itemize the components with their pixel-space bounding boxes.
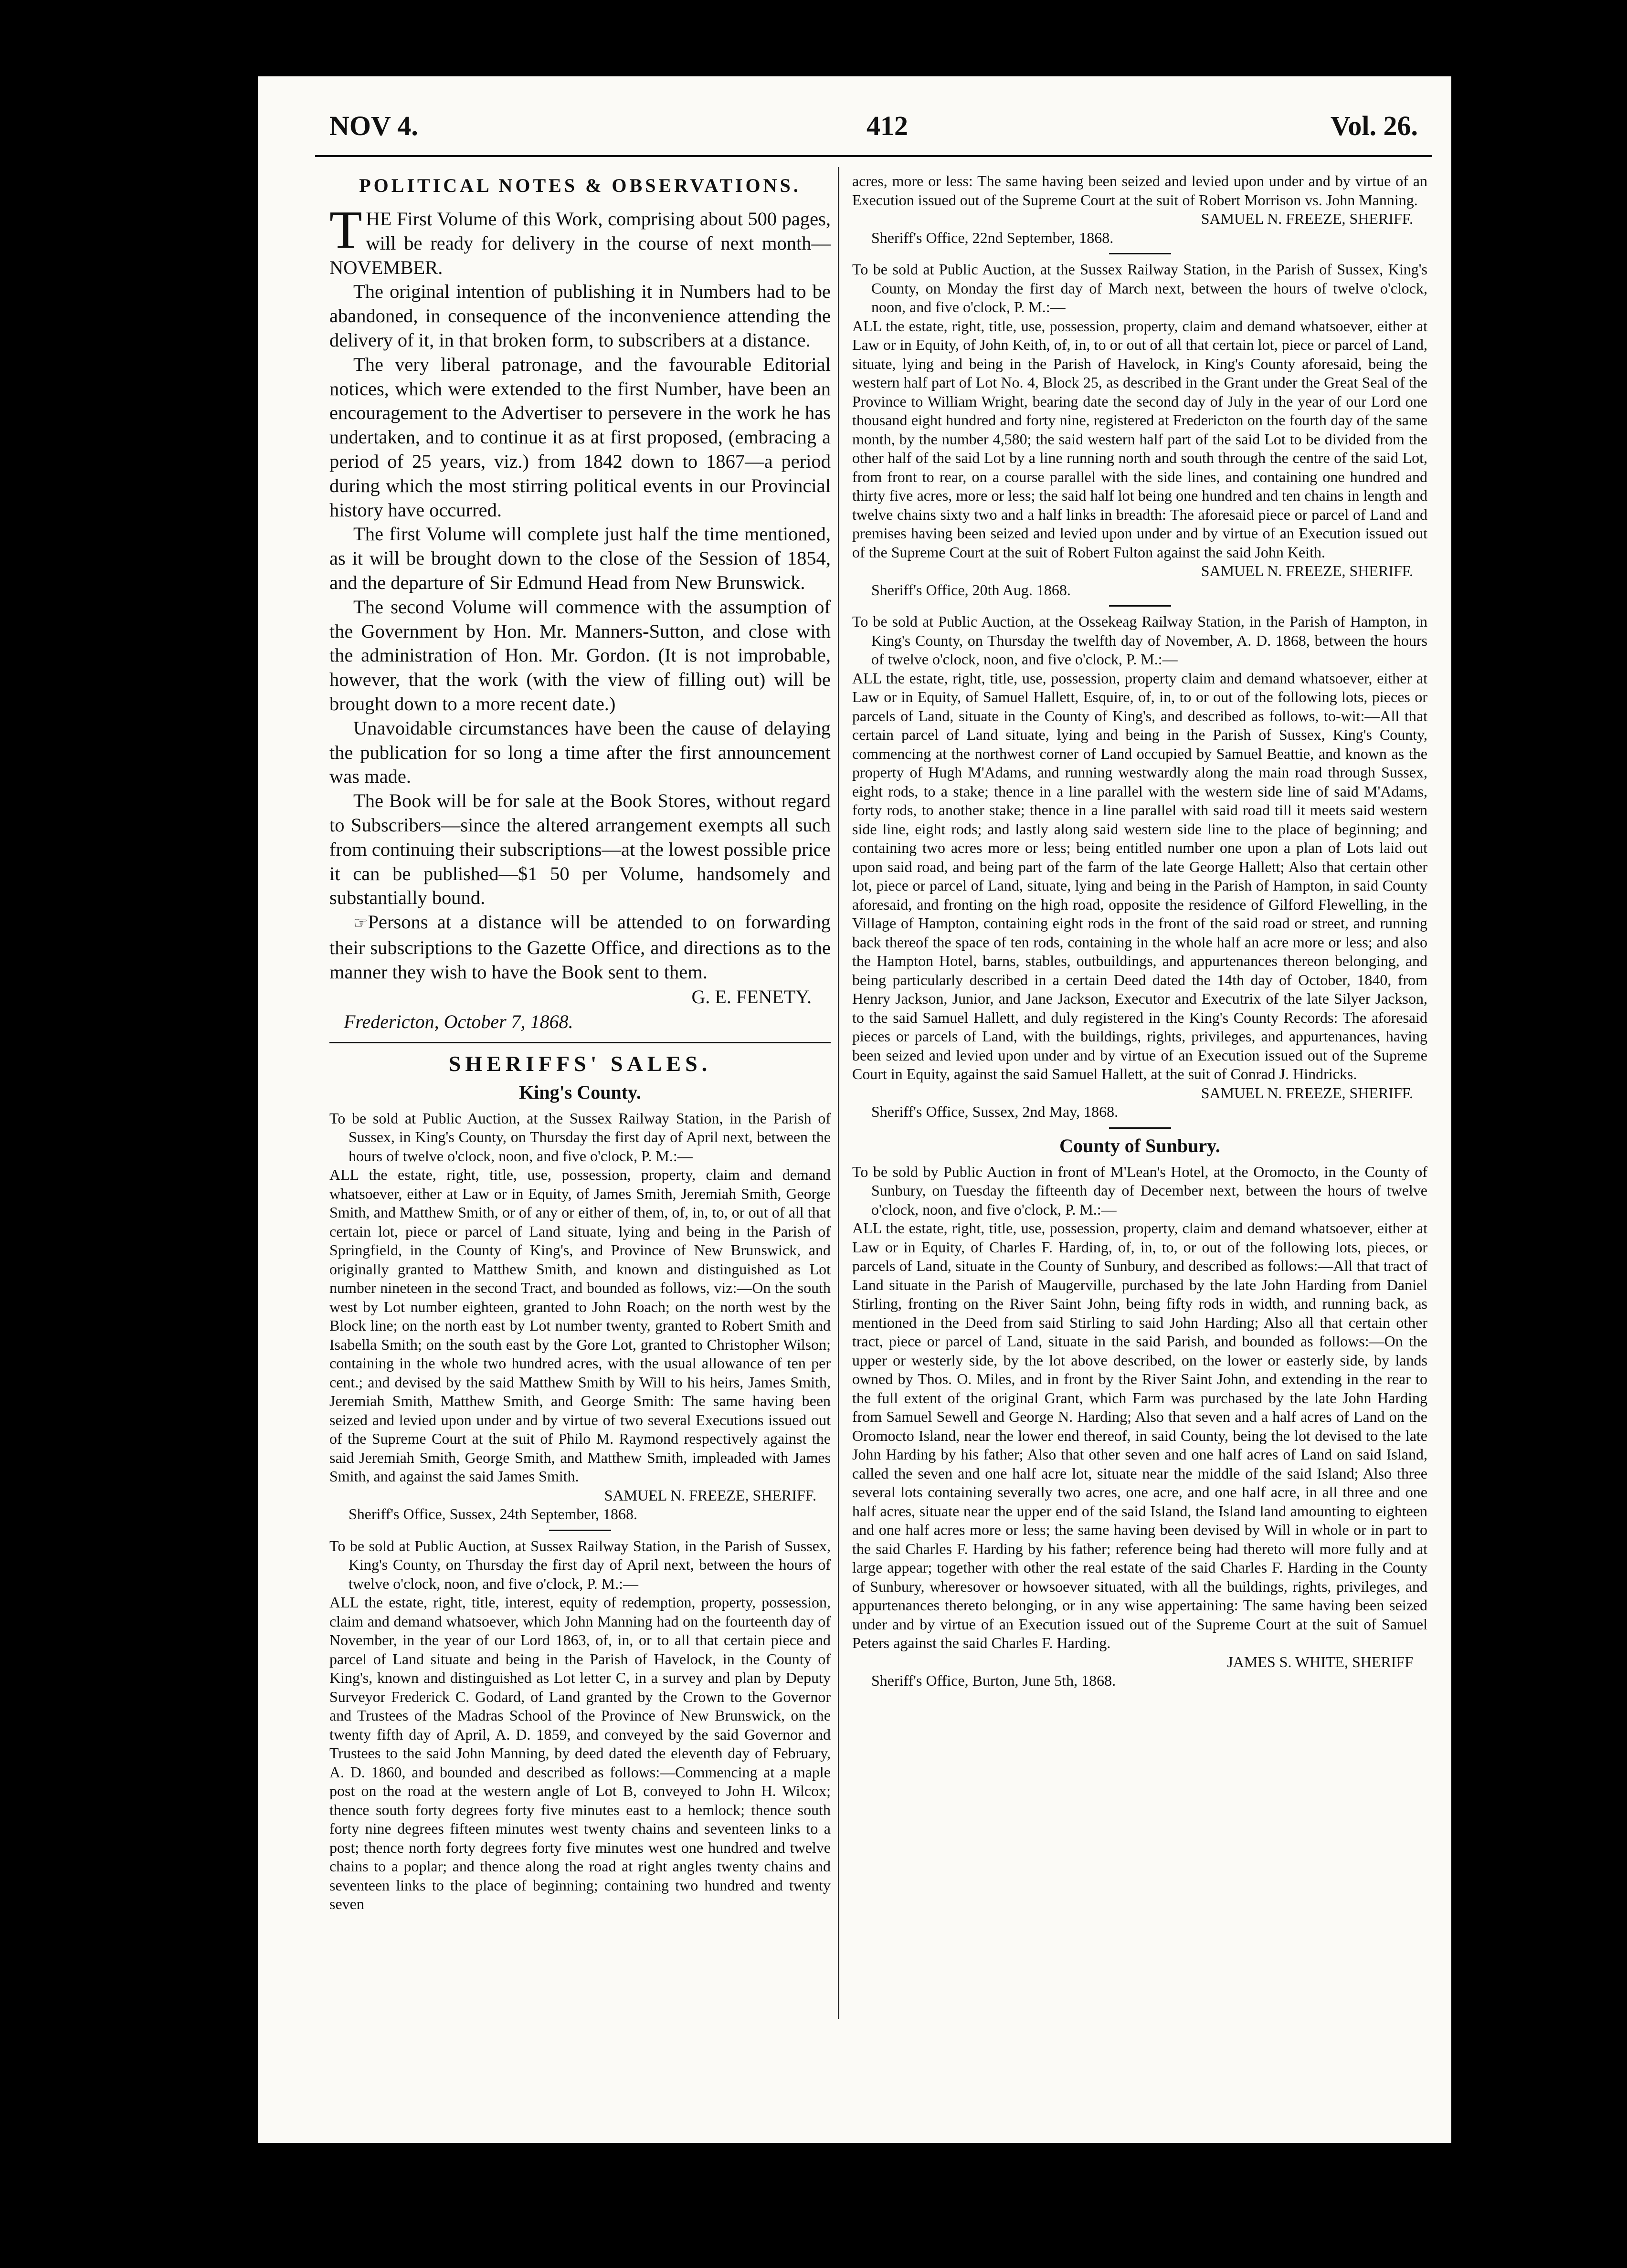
political-paragraph: The Book will be for sale at the Book Stores, without regard to Subscribers—since the altered arrangement exempts all such from continuing their subscriptions—at the lowest possible price it can be published—$1 50 per Volume, handsomely and substantially bound.	[329, 790, 831, 909]
sheriff-signature: SAMUEL N. FREEZE, SHERIFF.	[1201, 562, 1413, 579]
sheriffs-sales-title: SHERIFFS' SALES.	[448, 1051, 712, 1076]
section-rule	[329, 1042, 831, 1043]
sheriff-office-date: Sheriff's Office, 20th Aug. 1868.	[871, 581, 1071, 598]
notice-separator	[1109, 253, 1171, 254]
political-paragraph: ☞Persons at a distance will be attended to on forwarding their subscriptions to the Gazette Office, and directions as to the manner they wish to have the Book sent to them.	[329, 911, 831, 983]
sale-notice-continuation: acres, more or less: The same having been seized and levied upon under and by virtue of an Execution issued out of the Supreme Court at the suit of Robert Morrison vs. John Manning.	[852, 172, 1427, 209]
sheriff-office-date: Sheriff's Office, Sussex, 24th September, 1868.	[349, 1505, 637, 1522]
sale-notice-body: ALL the estate, right, title, use, possession, property, claim and demand whatsoever, either at Law or in Equity, of John Keith, of, in, to or out of all that certain lot, piece or parcel of Land, situate, lying and being in the Parish of Havelock, in King's County aforesaid, being the western half part of Lot No. 4, Block 25, as described in the Grant under the Great Seal of the Province to William Wright, bearing date the second day of July in the year of our Lord one thousand eight hundred and forty nine, registered at Fredericton on the fourth day of the same month, by the number 4,580; the said western half part of the said Lot to be divided from the other half of the said Lot by a line running north and south through the centre of the said Lot, from front to rear, on a course parallel with the side lines, and containing one hundred and thirty five acres, more or less; the said half lot being one hundred and ten chains in length and twelve chains sixty two and a half links in breadth: The aforesaid piece or parcel of Land and premises having been seized and levied upon under and by virtue of an Execution issued out of the Supreme Court at the suit of Robert Fulton against the said John Keith.	[852, 317, 1427, 561]
sale-notice-body: ALL the estate, right, title, interest, equity of redemption, property, possession, claim and demand whatsoever, which John Manning had on the fourteenth day of November, in the year of our Lord 1863, of, in, or to all that certain piece and parcel of Land situate and being in the Parish of Havelock, in the County of King's, known and distinguished as Lot letter C, in a survey and plan by Deputy Surveyor Frederick C. Godard, of Land granted by the Crown to the Governor and Trustees of the Madras School of the Province of New Brunswick, on the twenty fifth day of April, A. D. 1859, and conveyed by the said Governor and Trustees to the said John Manning, by deed dated the eleventh day of February, A. D. 1860, and bounded and described as follows:—Commencing at a maple post on the road at the western angle of Lot B, conveyed to John H. Wilcox; thence south forty degrees forty five minutes east to a hemlock; thence south forty nine degrees fifteen minutes west twenty chains and seventeen links to a post; thence north forty degrees forty five minutes west one hundred and twelve chains to a poplar; and thence along the road at right angles twenty chains and seventeen links to the place of beginning; containing two hundred and twenty seven	[329, 1594, 831, 1912]
right-column	[852, 172, 1427, 2024]
volume-number: Vol. 26.	[1330, 110, 1418, 141]
sheriff-signature: JAMES S. WHITE, SHERIFF	[1227, 1653, 1413, 1670]
sale-notice-lead: To be sold at Public Auction, at the Ossekeag Railway Station, in the Parish of Hampton, in King's County, on Thursday the twelfth day of November, A. D. 1868, between the hours of twelve o'clock, noon, and five o'clock, P. M.:—	[852, 613, 1427, 668]
sheriff-office-date: Sheriff's Office, 22nd September, 1868.	[871, 229, 1114, 246]
sheriff-signature: SAMUEL N. FREEZE, SHERIFF.	[1201, 210, 1413, 227]
notice-separator	[1109, 1127, 1171, 1129]
sale-notice-body: ALL the estate, right, title, use, possession, property, claim and demand whatsoever, either at Law or in Equity, of James Smith, Jeremiah Smith, George Smith, and Matthew Smith, or of any or either of them, of, in, to, or out of all that certain lot, piece or parcel of Land situate, lying and being in the Parish of Springfield, in the County of King's, and Province of New Brunswick, and originally granted to Matthew Smith, and known and distinguished as Lot number nineteen in the second Tract, and bounded as follows, viz:—On the south west by Lot number eighteen, granted to John Roach; on the north west by the Block line; on the north east by Lot number twenty, granted to Robert Smith and Isabella Smith; on the south east by the Gore Lot, granted to Christopher Wilson; containing in the whole two hundred acres, with the usual allowance of ten per cent.; and devised by the said Matthew Smith by Will to his heirs, James Smith, Jeremiah Smith, Matthew Smith, and George Smith: The same having been seized and levied upon under and by virtue of two several Executions issued out of the Supreme Court at the suit of Philo M. Raymond respectively against the said Jeremiah Smith, George Smith, and Matthew Smith, impleaded with James Smith, and against the said James Smith.	[329, 1166, 831, 1485]
issue-date: NOV 4.	[329, 110, 418, 141]
sheriff-office-date: Sheriff's Office, Sussex, 2nd May, 1868.	[871, 1103, 1119, 1120]
sheriff-signature: SAMUEL N. FREEZE, SHERIFF.	[604, 1486, 816, 1504]
page-number: 412	[866, 110, 908, 141]
political-paragraph: The first Volume will complete just half the time mentioned, as it will be brought down to the close of the Session of 1854, and the departure of Sir Edmund Head from New Brunswick.	[329, 523, 831, 593]
sale-notice-lead: To be sold at Public Auction, at the Sussex Railway Station, in the Parish of Sussex, in King's County, on Thursday the first day of April next, between the hours of twelve o'clock, noon, and five o'clock, P. M.:—	[329, 1109, 831, 1165]
political-paragraph: THE First Volume of this Work, comprising about 500 pages, will be ready for delivery in the course of next month—NOVEMBER.	[329, 200, 831, 278]
sale-notice-body: ALL the estate, right, title, use, possession, property, claim and demand whatsoever, either at Law or in Equity, of Charles F. Harding, of, in, to, or out of the following lots, pieces, or parcels of Land, situate in the County of Sunbury, and described as follows:—All that tract of Land situate in the Parish of Maugerville, purchased by the late John Harding from Daniel Stirling, fronting on the River Saint John, being fifty rods in width, and running back, as mentioned in the Deed from said Stirling to said John Harding; Also all that certain other tract, piece or parcel of Land, situate in the said Parish, and bounded as follows:—On the upper or westerly side, by the lot above described, on the lower or easterly side, by lands owned by Thos. O. Miles, and in front by the River Saint John, and extending in the rear to the full extent of the original Grant, which Farm was purchased by the late John Harding from Samuel Sewell and George N. Harding; Also that seven and a half acres of Land on the Oromocto Island, near the lower end thereof, in said County, being the lot devised to the late John Harding by his father; Also that other seven and one half acres of Land on said Island, called the seven and one half acre lot, situate near the middle of the said Island; Also three several lots containing severally two acres, one acre, and one half acre, in all three and one half acres, situate near the upper end of the said Island, the Island land amounting to eighteen and one half acres more or less; the same having been devised by Will in whole or in part to the said Charles F. Harding by his father; reference being had thereto will more fully and at large appear; together with other the real estate of the said Charles F. Harding in the County of Sunbury, wheresover or howsoever situated, with all the buildings, rights, privileges, and appurtenances thereto belonging, or in any wise appertaining: The same having been seized under and by virtue of an Execution issued out of the Supreme Court at the suit of Samuel Peters against the said Charles F. Harding.	[852, 1219, 1427, 1651]
sheriff-office-date: Sheriff's Office, Burton, June 5th, 1868.	[871, 1672, 1116, 1689]
political-paragraph: Unavoidable circumstances have been the cause of delaying the publication for so long a time after the first announcement was made.	[329, 717, 831, 788]
notice-separator	[549, 1530, 611, 1531]
sunbury-county-heading: County of Sunbury.	[1059, 1134, 1220, 1156]
political-paragraph: The second Volume will commence with the assumption of the Government by Hon. Mr. Manners-Sutton, and close with the administration of Hon. Mr. Gordon. (It is not improbable, however, that the work (with the view of filling out) will be brought down to a more recent date.)	[329, 596, 831, 714]
column-divider	[838, 167, 839, 2019]
page-header	[315, 110, 1432, 153]
sale-notice-lead: To be sold at Public Auction, at the Sussex Railway Station, in the Parish of Sussex, King's County, on Monday the first day of March next, between the hours of twelve o'clock, noon, and five o'clock, P. M.:—	[852, 261, 1427, 315]
political-paragraph: The original intention of publishing it in Numbers had to be abandoned, in consequence of the inconvenience attending the delivery of it, in that broken form, to subscribers at a distance.	[329, 281, 831, 351]
political-notes-title: POLITICAL NOTES & OBSERVATIONS.	[359, 175, 801, 196]
notice-separator	[1109, 605, 1171, 607]
header-rule	[315, 155, 1432, 157]
sheriff-signature: SAMUEL N. FREEZE, SHERIFF.	[1201, 1084, 1413, 1102]
kings-county-heading: King's County.	[519, 1081, 641, 1103]
sale-notice-lead: To be sold at Public Auction, at Sussex Railway Station, in the Parish of Sussex, King's County, on Thursday the first day of April next, between the hours of twelve o'clock, noon, and five o'clock, P. M.:—	[329, 1537, 831, 1592]
editor-signature: G. E. FENETY.	[691, 986, 812, 1008]
sale-notice-body: ALL the estate, right, title, use, possession, property claim and demand whatsoever, either at Law or in Equity, of Samuel Hallett, Esquire, of, in, to or out of the following lots, pieces or parcels of Land, situate in the County of King's, and described as follows, to-wit:—All that certain parcel of Land situate, lying and being in the Parish of Sussex, King's County, commencing at the northwest corner of Land occupied by Samuel Beattie, and known as the property of Hugh M'Adams, and running westwardly along the main road through Sussex, eight rods, to a stake; thence in a line parallel with the western side line of said M'Adams, forty rods, to another stake; thence in a line parallel with said road till it meets said western side line, eight rods; and lastly along said western side line to the place of beginning; and containing two acres more or less; being entitled number one upon a plan of Lots laid out upon said road, and being part of the farm of the late George Hallett; Also that certain other lot, piece or parcel of Land, situate, lying and being in the Parish of Hampton, in said County aforesaid, and fronting on the high road, opposite the residence of Gilford Flewelling, in the Village of Hampton, containing eight rods in the front of the said road or street, and running back thereof the space of ten rods, containing in the whole half an acre more or less; and also the Hampton Hotel, barns, stables, outbuildings, and appurtenances thereon belonging, and being particularly described in a certain Deed dated the 14th day of October, 1840, from Henry Jackson, Junior, and Jane Jackson, Executor and Executrix of the late Silyer Jackson, to the said Samuel Hallett, and duly registered in the King's County Records: The aforesaid pieces or parcels of Land, with the buildings, rights, privileges, and appurtenances, having been seized and levied upon under and by virtue of an Execution issued out of the Supreme Court in Equity, against the said Samuel Hallett, at the suit of Conrad J. Hindricks.	[852, 669, 1427, 1082]
left-column	[329, 174, 831, 2026]
newspaper-page	[258, 76, 1451, 2143]
dateline: Fredericton, October 7, 1868.	[344, 1010, 573, 1032]
drop-cap: T	[329, 200, 362, 260]
sale-notice-lead: To be sold by Public Auction in front of M'Lean's Hotel, at the Oromocto, in the County of Sunbury, on Tuesday the fifteenth day of December next, between the hours of twelve o'clock, noon, and five o'clock, P. M.:—	[852, 1163, 1427, 1218]
pointing-hand-icon: ☞	[353, 914, 368, 933]
political-paragraph: The very liberal patronage, and the favourable Editorial notices, which were extended to the first Number, have been an encouragement to the Advertiser to persevere in the work he has undertaken, and to continue it as at first proposed, (embracing a period of 25 years, viz.) from 1842 down to 1867—a period during which the most stirring political events in our Provincial history have occurred.	[329, 353, 831, 521]
